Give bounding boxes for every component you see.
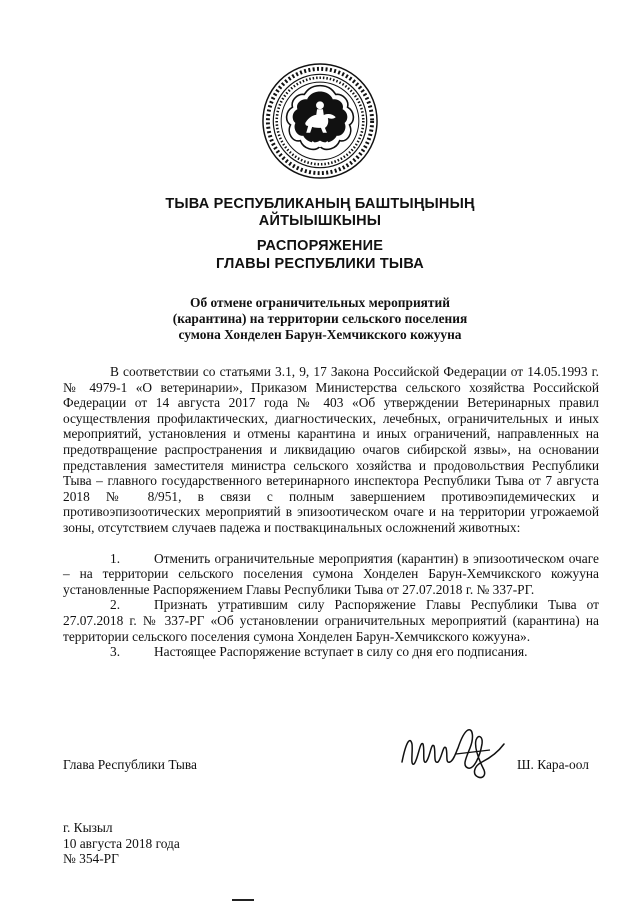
document-type-title: РАСПОРЯЖЕНИЕ <box>256 238 384 254</box>
order-item-number: 3. <box>110 644 121 660</box>
order-item-2 <box>63 597 599 644</box>
issuer-title: ГЛАВЫ РЕСПУБЛИКИ ТЫВА <box>216 256 424 272</box>
order-item-text: Признать утратившим силу Распоряжение Главы Республики Тыва от 27.07.2018 г. № 337-РГ «Об установлении ограничительных мероприятий (карантина) на территории сельского поселения сумона Хонделен Барун-Хемчикского кожууна». <box>63 597 599 644</box>
header-line-2: АЙТЫЫШКЫНЫ <box>258 213 382 229</box>
signatory-role: Глава Республики Тыва <box>63 757 197 772</box>
document-body <box>63 364 599 660</box>
subject-line-2: (карантина) на территории сельского поселения <box>172 311 468 326</box>
header-line-1: ТЫВА РЕСПУБЛИКАНЫҢ БАШТЫҢЫНЫҢ <box>165 196 475 212</box>
document-footer <box>63 820 180 867</box>
subject-heading <box>150 295 490 343</box>
issue-date: 10 августа 2018 года <box>63 835 180 851</box>
preamble-paragraph: В соответствии со статьями 3.1, 9, 17 Закона Российской Федерации от 14.05.1993 г. № 4979-1 «О ветеринарии», Приказом Министерства сельского хозяйства Российской Федерации от 14 августа 2017 года № 403 «Об утверждении Ветеринарных правил осуществления профилактических, диагностических, лечебных, ограничительных и иных мероприятий, установления и отмены карантина и иных ограничений, направленных на предотвращение распространения и ликвидацию очагов сибирской язвы», на основании представления заместителя министра сельского хозяйства и продовольствия Республики Тыва – главного государственного ветеринарного инспектора Республики Тыва от 7 августа 2018 № 8/951, в связи с полным завершением противоэпидемических и противоэпизоотических мероприятий в эпизоотическом очаге и на территории угрожаемой зоны, отсутствием случаев падежа и поствакцинальных осложнений животных: <box>63 364 599 535</box>
order-item-text: Отменить ограничительные мероприятия (карантин) в эпизоотическом очаге – на территории сельского поселения сумона Хонделен Барун-Хемчикского кожууна установленные Распоряжением Главы Республики Тыва от 27.07.2018 г. № 337-РГ. <box>63 550 599 597</box>
document-number: № 354-РГ <box>63 851 119 866</box>
order-item-number: 1. <box>110 550 121 566</box>
order-item-3 <box>63 644 599 660</box>
coat-of-arms-emblem <box>261 62 379 180</box>
scan-artifact-line <box>232 899 254 901</box>
signatory-name: Ш. Кара-оол <box>517 757 589 772</box>
subject-line-1: Об отмене ограничительных мероприятий <box>190 295 450 310</box>
order-item-number: 2. <box>110 597 121 613</box>
subject-line-3: сумона Хонделен Барун-Хемчикского кожууна <box>178 327 462 342</box>
handwritten-signature <box>398 722 508 780</box>
order-item-1 <box>63 551 599 598</box>
order-item-text: Настоящее Распоряжение вступает в силу со дня его подписания. <box>154 644 528 660</box>
issue-place: г. Кызыл <box>63 820 113 835</box>
